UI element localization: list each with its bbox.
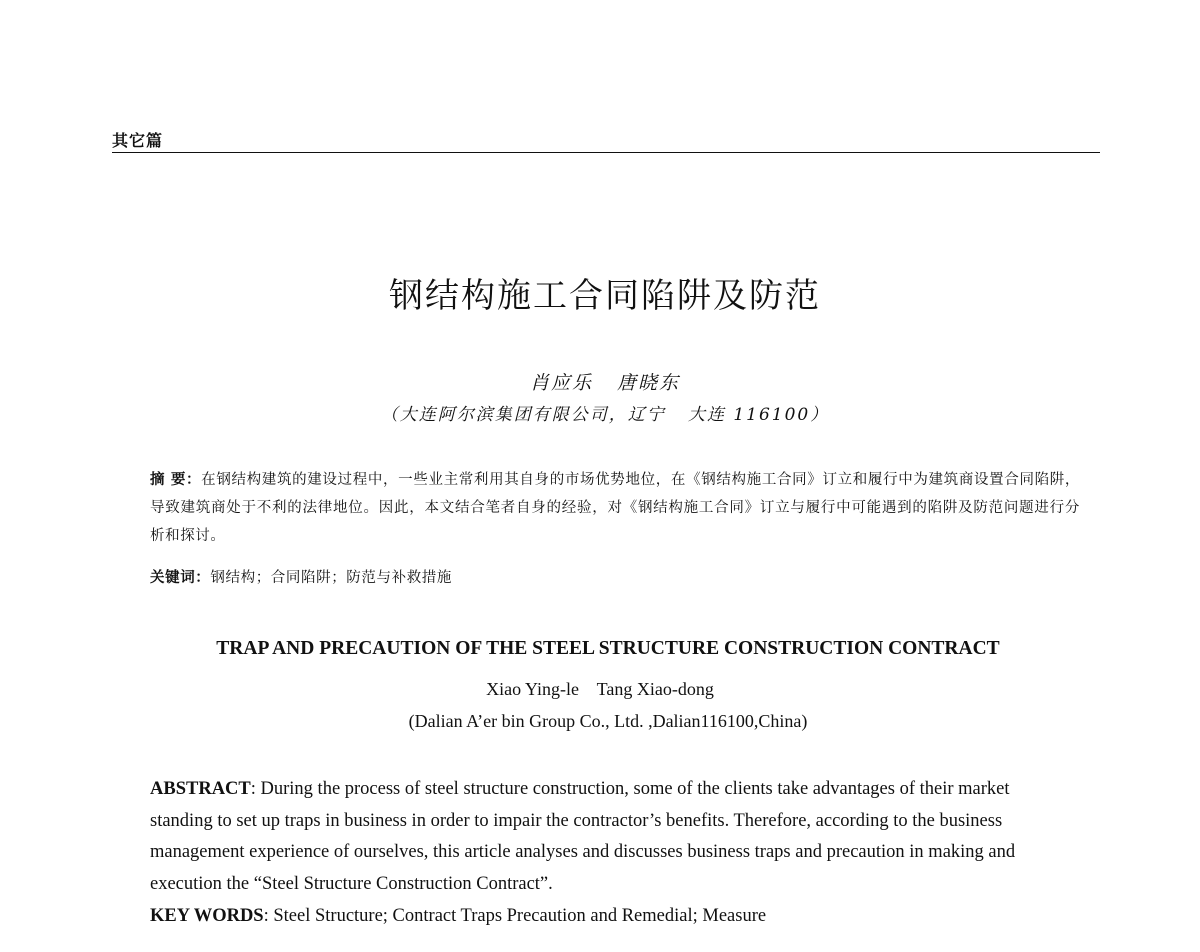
english-abstract	[150, 774, 1050, 900]
chinese-abstract-text: 在钢结构建筑的建设过程中，一些业主常利用其自身的市场优势地位，在《钢结构施工合同》订立和履行中为建筑商设置合同陷阱，导致建筑商处于不利的法律地位。因此，本文结合笔者自身的经验，对《钢结构施工合同》订立与履行中可能遇到的陷阱及防范问题进行分析和探讨。	[150, 472, 1081, 544]
english-keywords-text: : Steel Structure; Contract Traps Precaution and Remedial; Measure	[263, 906, 767, 926]
english-authors: Xiao Ying-le Tang Xiao-dong	[486, 679, 714, 699]
chinese-abstract-label: 摘 要：	[150, 472, 202, 488]
chinese-keywords	[150, 566, 1080, 590]
chinese-authors: 肖应乐 唐晓东	[529, 372, 681, 394]
chinese-title: 钢结构施工合同陷阱及防范	[389, 276, 821, 316]
english-abstract-label: ABSTRACT	[150, 779, 251, 799]
chinese-keywords-label: 关键词：	[150, 570, 211, 586]
english-keywords-label: KEY WORDS	[150, 906, 264, 926]
chinese-abstract	[150, 466, 1080, 550]
english-title: TRAP AND PRECAUTION OF THE STEEL STRUCTURE CONSTRUCTION CONTRACT	[216, 638, 1000, 659]
english-keywords	[150, 902, 1080, 930]
english-abstract-text: : During the process of steel structure construction, some of the clients take advantages of their market standing to set up traps in business in order to impair the contractor’s benefits. Therefore, according to the business management experience of ourselves, this article analyses and discusses business traps and precaution in making and execution the “Steel Structure Construction Contract”.	[150, 779, 1016, 894]
english-affiliation: (Dalian A’er bin Group Co., Ltd. ,Dalian116100,China)	[408, 711, 808, 731]
chinese-affiliation: （大连阿尔滨集团有限公司，辽宁 大连 116100）	[380, 405, 830, 425]
chinese-keywords-text: 钢结构；合同陷阱；防范与补救措施	[210, 570, 453, 586]
section-label: 其它篇	[112, 131, 164, 150]
header-rule	[112, 152, 1100, 153]
